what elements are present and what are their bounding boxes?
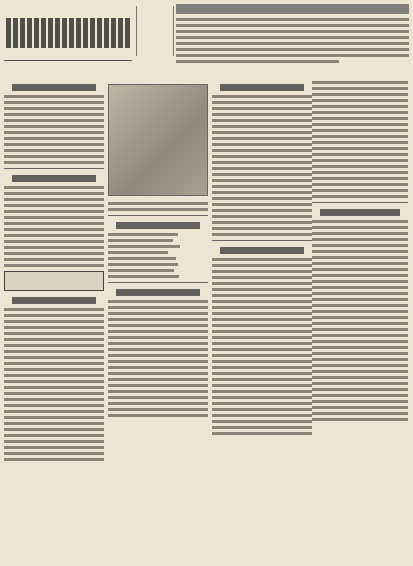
article-heading (320, 209, 400, 216)
article-heading (12, 297, 96, 304)
article-heading (12, 175, 96, 182)
front-page-banner (176, 4, 409, 74)
poem-heading (116, 222, 200, 229)
column-2 (108, 78, 208, 558)
article-heading (220, 84, 304, 91)
column-1 (4, 78, 104, 558)
column-4 (312, 78, 408, 558)
masthead-title (6, 18, 130, 48)
article-heading (12, 84, 96, 91)
column-3 (212, 78, 312, 558)
article-heading (220, 247, 304, 254)
article-heading (116, 289, 200, 296)
news-photo (108, 84, 208, 196)
framed-notice (4, 271, 104, 291)
banner-headline (176, 4, 409, 14)
issue-info (136, 6, 174, 56)
masthead (4, 4, 132, 61)
